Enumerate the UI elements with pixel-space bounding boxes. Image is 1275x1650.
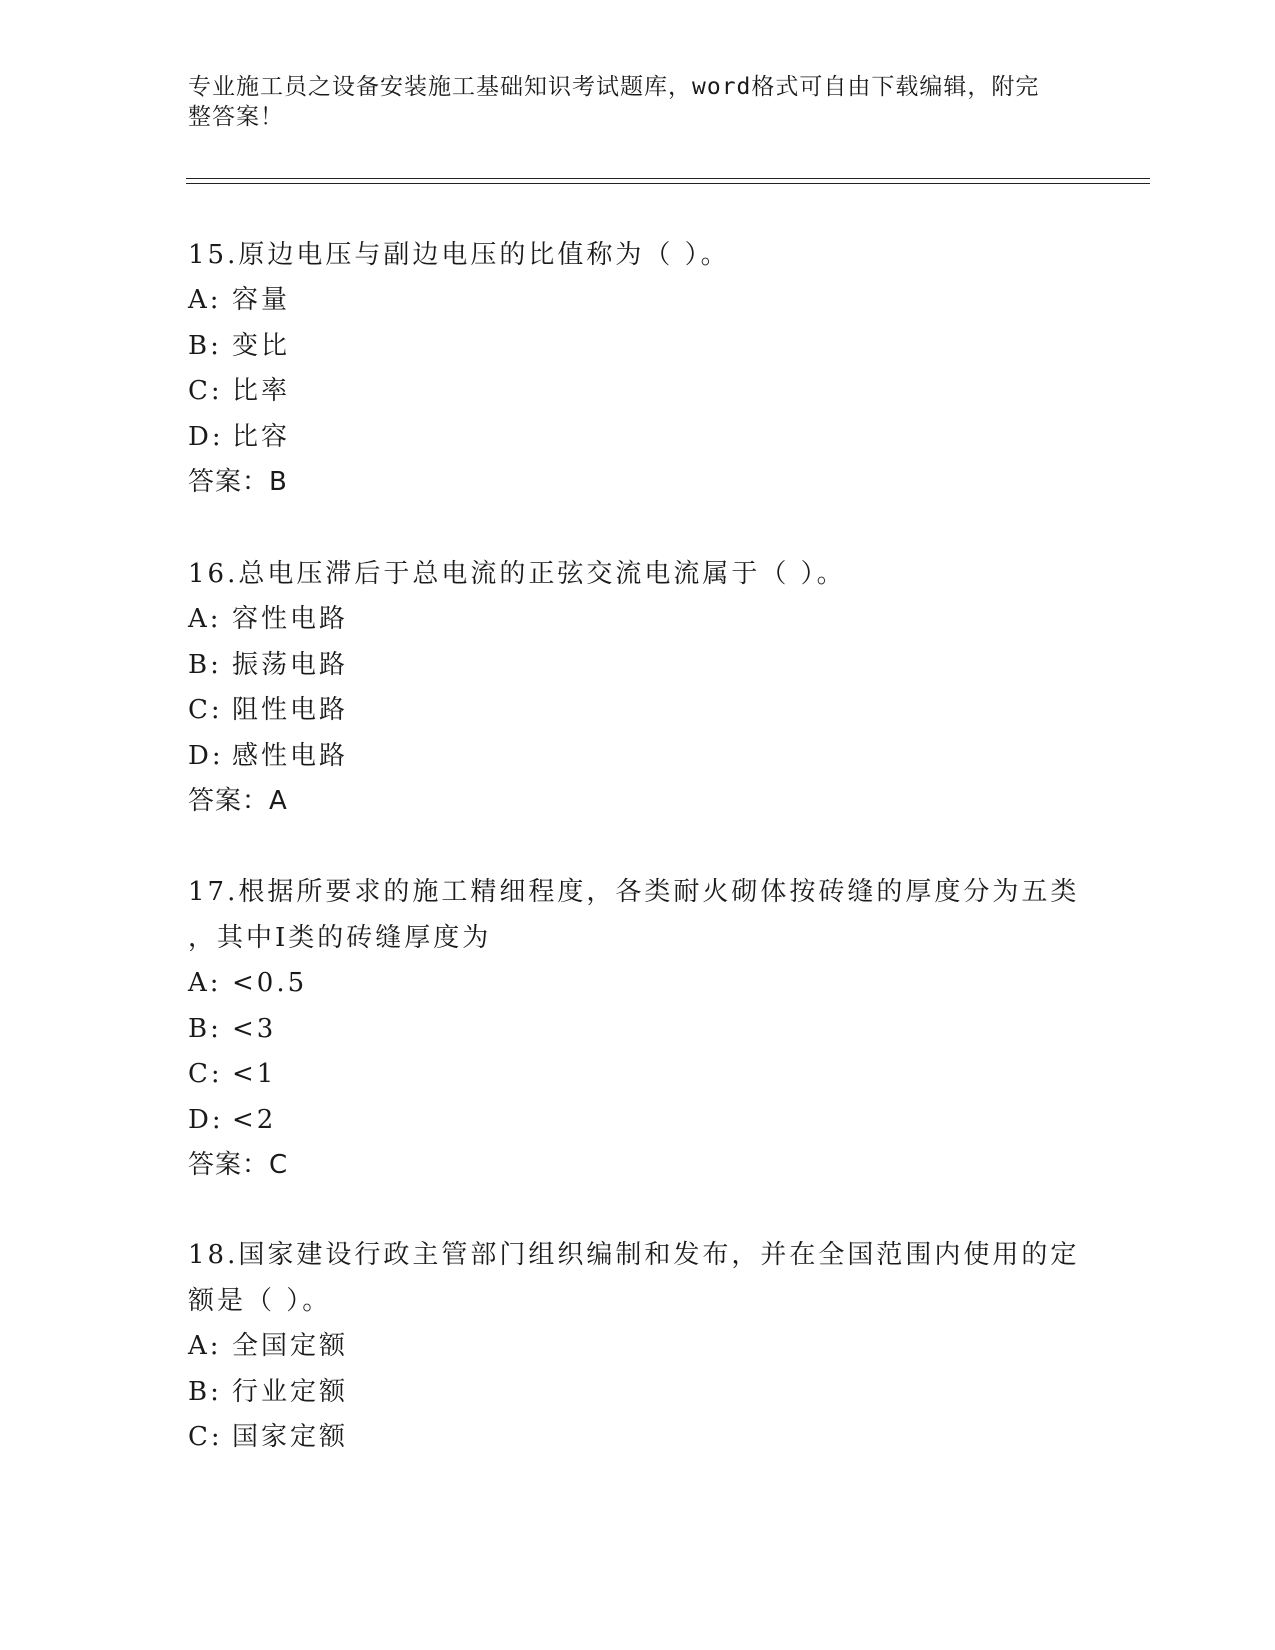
option-text: 振荡电路 <box>232 649 349 680</box>
option-a <box>188 597 1088 643</box>
option-b <box>188 1007 1088 1053</box>
option-a <box>188 961 1088 1007</box>
option-text: <2 <box>232 1104 277 1135</box>
option-b <box>188 643 1088 689</box>
option-letter: C: <box>188 695 223 725</box>
option-text: 全国定额 <box>232 1331 349 1361</box>
option-a <box>188 278 1088 324</box>
option-letter: C: <box>188 1422 223 1452</box>
option-letter: B: <box>188 649 222 680</box>
option-letter: B: <box>188 1013 222 1044</box>
option-text: 阻性电路 <box>232 695 349 725</box>
option-b <box>188 324 1088 370</box>
header-rule-top <box>186 178 1150 179</box>
option-c <box>188 1415 1088 1461</box>
option-text: <3 <box>232 1013 277 1044</box>
option-d <box>188 734 1088 780</box>
option-letter: C: <box>188 1059 223 1089</box>
option-c <box>188 688 1088 734</box>
question-stem: 17.根据所要求的施工精细程度，各类耐火砌体按砖缝的厚度分为五类 <box>188 877 1080 907</box>
option-text: 容性电路 <box>232 604 349 634</box>
question-stem: 18.国家建设行政主管部门组织编制和发布，并在全国范围内使用的定 <box>188 1240 1080 1270</box>
answer-line: 答案：C <box>188 1150 289 1180</box>
option-letter: D: <box>188 1104 224 1135</box>
option-text: 变比 <box>232 330 291 361</box>
option-text: 容量 <box>232 285 291 315</box>
option-letter: B: <box>188 330 222 361</box>
option-text: 国家定额 <box>232 1422 349 1452</box>
header-rule-bottom <box>186 183 1150 184</box>
question-stem: 15.原边电压与副边电压的比值称为（ ）。 <box>188 240 730 270</box>
option-c <box>188 369 1088 415</box>
option-letter: A: <box>188 604 222 634</box>
question-15 <box>188 232 1088 505</box>
option-text: 行业定额 <box>232 1376 349 1407</box>
question-16 <box>188 551 1088 824</box>
option-text: <1 <box>232 1059 277 1089</box>
option-text: <0.5 <box>232 968 308 998</box>
option-letter: D: <box>188 740 224 771</box>
document-header <box>188 72 1088 132</box>
question-stem-continued: ，其中Ⅰ类的砖缝厚度为 <box>188 923 492 953</box>
option-b <box>188 1370 1088 1416</box>
option-a <box>188 1324 1088 1370</box>
option-text: 感性电路 <box>232 740 349 771</box>
option-letter: D: <box>188 421 224 452</box>
option-d <box>188 415 1088 461</box>
question-stem-continued: 额是（ ）。 <box>188 1286 332 1316</box>
option-text: 比率 <box>232 376 291 406</box>
question-17 <box>188 869 1088 1188</box>
answer-line: 答案：A <box>188 786 288 816</box>
option-letter: B: <box>188 1376 222 1407</box>
option-letter: A: <box>188 1331 222 1361</box>
answer-line: 答案：B <box>188 467 288 497</box>
question-stem: 16.总电压滞后于总电流的正弦交流电流属于（ ）。 <box>188 559 846 589</box>
option-d <box>188 1098 1088 1144</box>
option-text: 比容 <box>232 421 291 452</box>
option-c <box>188 1052 1088 1098</box>
question-18 <box>188 1232 1088 1461</box>
option-letter: A: <box>188 968 222 998</box>
option-letter: C: <box>188 376 223 406</box>
header-line-2: 整答案！ <box>188 104 284 130</box>
header-line-1: 专业施工员之设备安装施工基础知识考试题库，word格式可自由下载编辑，附完 <box>188 74 1040 100</box>
option-letter: A: <box>188 285 222 315</box>
